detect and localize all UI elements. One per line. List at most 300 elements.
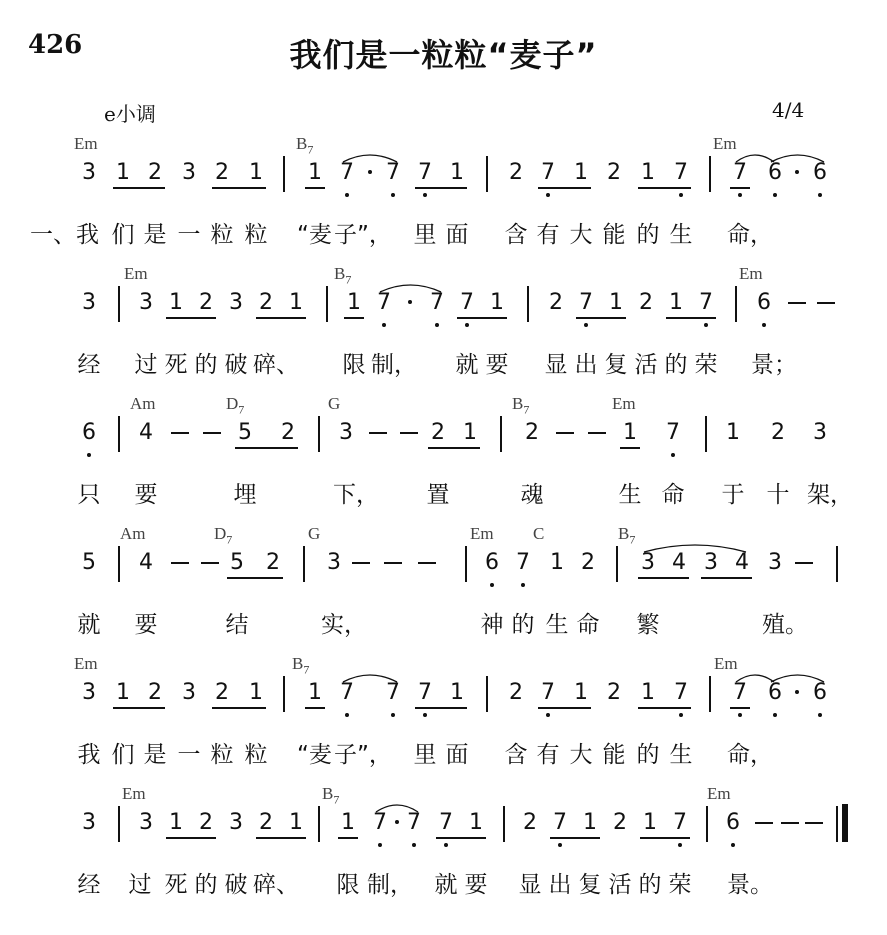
sustain-dash [384,562,402,564]
note: 2 [607,160,621,185]
lyric-syllable: 要 [134,612,158,638]
note: 2 [523,810,537,835]
chord-symbol: G [328,394,341,413]
bar-line [527,286,529,322]
lyric-syllable: 只 [77,482,101,508]
note: 2 [148,680,162,705]
bar-line [318,416,320,452]
slur-arc [769,670,826,684]
note: 1 [643,810,657,835]
augmentation-dot [395,820,399,824]
note: 7 [377,290,391,315]
note: 7 [579,290,593,315]
score-row [0,524,887,640]
chord-symbol: Am [130,394,156,413]
lyric-syllable: 限 [342,352,366,378]
bar-line [709,676,711,712]
beam-underline [638,707,691,709]
beam-underline [550,837,600,839]
beam-underline [666,317,716,319]
low-octave-dot [558,843,562,847]
note: 7 [460,290,474,315]
note: 7 [340,160,354,185]
chord-symbol: $B_7$ [296,134,314,157]
note: 7 [516,550,530,575]
note: 2 [613,810,627,835]
note: 7 [733,160,747,185]
chord-symbol: Em [714,654,738,673]
lyric-syllable: 景； [751,352,797,378]
low-octave-dot [423,193,427,197]
chord-symbol: Em [122,784,146,803]
note: 7 [541,160,555,185]
beam-underline [235,447,298,449]
lyric-syllable: 一 [177,222,201,248]
low-octave-dot [679,193,683,197]
bar-line [283,156,285,192]
sustain-dash [781,822,799,824]
note: 2 [215,160,229,185]
beam-underline [730,707,750,709]
beam-underline [457,317,507,319]
lyric-syllable: 破 [224,872,248,898]
lyric-syllable: 埋 [233,482,257,508]
chord-symbol: Em [612,394,636,413]
lyric-syllable: 碎、 [253,352,299,378]
bar-line [283,676,285,712]
chord-symbol: G [308,524,321,543]
final-bar-thin [836,806,838,842]
note: 6 [757,290,771,315]
lyric-syllable: 过 [134,352,158,378]
beam-underline [256,837,306,839]
beam-underline [344,317,364,319]
bar-line [118,286,120,322]
chord-symbol: $B_7$ [322,784,340,807]
bar-line [326,286,328,322]
note: 2 [525,420,539,445]
low-octave-dot [521,583,525,587]
lyric-syllable: 殖。 [762,612,808,638]
low-octave-dot [391,713,395,717]
sustain-dash [201,562,219,564]
note: 2 [199,810,213,835]
note: 7 [666,420,680,445]
lyric-syllable: 复 [578,872,602,898]
lyric-syllable: 一、我 [30,222,99,248]
lyric-syllable: 制， [371,352,417,378]
note: 3 [229,290,243,315]
low-octave-dot [731,843,735,847]
beam-underline [256,317,306,319]
note: 7 [430,290,444,315]
beam-underline [428,447,480,449]
note: 3 [327,550,341,575]
bar-line [465,546,467,582]
note: 1 [641,160,655,185]
lyric-syllable: 能 [602,742,626,768]
note: 7 [553,810,567,835]
slur-arc [341,150,399,164]
lyric-syllable: 制， [367,872,413,898]
lyric-syllable: 命 [661,482,685,508]
final-bar-thick [842,804,848,842]
lyric-syllable: 的 [636,222,660,248]
beam-underline [576,317,626,319]
note: 7 [674,160,688,185]
note: 3 [82,290,96,315]
note: 3 [139,810,153,835]
lyric-syllable: 们 [111,222,135,248]
chord-symbol: Em [74,654,98,673]
lyric-syllable: 能 [602,222,626,248]
low-octave-dot [773,713,777,717]
chord-symbol: Am [120,524,146,543]
lyric-syllable: 大 [569,222,593,248]
lyric-syllable: 命， [727,742,773,768]
chord-symbol: C [533,524,545,543]
lyric-syllable: 子”， [334,222,392,248]
sustain-dash [817,302,835,304]
note: 1 [116,680,130,705]
note: 2 [607,680,621,705]
note: 3 [82,810,96,835]
page-title: 我们是一粒粒“麦子” [289,36,598,74]
low-octave-dot [818,713,822,717]
chord-symbol: Em [739,264,763,283]
note: 2 [639,290,653,315]
note: 1 [169,290,183,315]
note: 6 [813,160,827,185]
lyric-syllable: 置 [426,482,450,508]
bar-line [118,416,120,452]
slur-arc [378,280,443,294]
note: 7 [407,810,421,835]
chord-symbol: $D_7$ [226,394,245,417]
lyric-syllable: 含 [504,742,528,768]
bar-line [303,546,305,582]
lyric-syllable: 我 [77,742,101,768]
lyric-syllable: 就 [434,872,458,898]
beam-underline [166,837,216,839]
note: 5 [230,550,244,575]
lyric-syllable: 景。 [727,872,773,898]
lyric-syllable: 子”， [334,742,392,768]
bar-line [486,156,488,192]
bar-line [709,156,711,192]
lyric-syllable: 死 [164,872,188,898]
sustain-dash [369,432,387,434]
note: 1 [669,290,683,315]
sustain-dash [400,432,418,434]
lyric-syllable: 的 [194,872,218,898]
lyric-syllable: 下， [333,482,379,508]
beam-underline [538,187,591,189]
low-octave-dot [546,713,550,717]
lyric-syllable: 里 [413,742,437,768]
augmentation-dot [408,300,412,304]
note: 6 [813,680,827,705]
note: 1 [169,810,183,835]
note: 7 [674,680,688,705]
note: 3 [641,550,655,575]
note: 1 [609,290,623,315]
augmentation-dot [368,170,372,174]
sustain-dash [171,432,189,434]
lyric-syllable: 复 [604,352,628,378]
note: 2 [549,290,563,315]
slur-arc [769,150,826,164]
score-row [0,654,887,770]
lyric-syllable: 粒 [244,742,268,768]
note: 6 [82,420,96,445]
lyric-syllable: 活 [608,872,632,898]
chord-symbol: Em [124,264,148,283]
lyric-syllable: 的 [638,872,662,898]
note: 2 [215,680,229,705]
lyric-syllable: 的 [636,742,660,768]
lyric-syllable: 生 [545,612,569,638]
note: 2 [259,810,273,835]
beam-underline [338,837,358,839]
low-octave-dot [412,843,416,847]
sustain-dash [171,562,189,564]
slur-arc [642,540,748,554]
bar-line [500,416,502,452]
lyric-syllable: 生 [669,742,693,768]
beam-underline [415,707,467,709]
note: 1 [116,160,130,185]
low-octave-dot [435,323,439,327]
sustain-dash [588,432,606,434]
sustain-dash [203,432,221,434]
augmentation-dot [795,690,799,694]
sustain-dash [805,822,823,824]
lyric-syllable: 实， [321,612,367,638]
augmentation-dot [795,170,799,174]
note: 7 [340,680,354,705]
note: 4 [672,550,686,575]
note: 2 [259,290,273,315]
bar-line [486,676,488,712]
lyric-syllable: 面 [445,222,469,248]
lyric-syllable: 的 [194,352,218,378]
low-octave-dot [678,843,682,847]
note: 7 [373,810,387,835]
lyric-syllable: 显 [544,352,568,378]
lyric-syllable: 要 [485,352,509,378]
low-octave-dot [738,713,742,717]
note: 4 [735,550,749,575]
note: 1 [308,160,322,185]
beam-underline [730,187,750,189]
lyric-syllable: 一 [177,742,201,768]
bar-line [318,806,320,842]
lyric-syllable: 有 [536,742,560,768]
bar-line [503,806,505,842]
note: 3 [229,810,243,835]
chord-symbol: $B_7$ [292,654,310,677]
note: 7 [418,160,432,185]
low-octave-dot [738,193,742,197]
low-octave-dot [546,193,550,197]
beam-underline [113,187,165,189]
note: 1 [341,810,355,835]
chord-symbol: Em [707,784,731,803]
lyric-syllable: 生 [618,482,642,508]
low-octave-dot [584,323,588,327]
lyric-syllable: 限 [336,872,360,898]
sustain-dash [788,302,806,304]
low-octave-dot [818,193,822,197]
beam-underline [640,837,690,839]
score-row [0,784,887,900]
note: 1 [641,680,655,705]
note: 1 [289,290,303,315]
note: 2 [509,160,523,185]
sustain-dash [795,562,813,564]
lyric-syllable: “麦 [297,742,332,768]
note: 7 [386,680,400,705]
beam-underline [538,707,591,709]
low-octave-dot [671,453,675,457]
bar-line [735,286,737,322]
beam-underline [305,707,325,709]
beam-underline [436,837,486,839]
note: 7 [386,160,400,185]
low-octave-dot [444,843,448,847]
chord-symbol: $D_7$ [214,524,233,547]
low-octave-dot [762,323,766,327]
beam-underline [113,707,165,709]
beam-underline [415,187,467,189]
note: 1 [469,810,483,835]
lyric-syllable: 要 [464,872,488,898]
beam-underline [638,577,689,579]
note: 1 [308,680,322,705]
note: 1 [574,160,588,185]
lyric-syllable: 们 [111,742,135,768]
lyric-syllable: 命， [727,222,773,248]
low-octave-dot [465,323,469,327]
lyric-syllable: 里 [413,222,437,248]
lyric-syllable: 粒 [210,222,234,248]
time-signature: 4/4 [772,98,805,122]
score-row [0,264,887,380]
lyric-syllable: 魂 [520,482,544,508]
lyric-syllable: 死 [164,352,188,378]
bar-line [616,546,618,582]
lyric-syllable: 架， [807,482,853,508]
note: 1 [490,290,504,315]
hymn-number: 426 [28,30,83,60]
beam-underline [638,187,691,189]
low-octave-dot [382,323,386,327]
lyric-syllable: 破 [224,352,248,378]
lyric-syllable: 的 [664,352,688,378]
lyric-syllable: 经 [77,352,101,378]
bar-line [118,806,120,842]
lyric-syllable: 是 [143,742,167,768]
note: 4 [139,420,153,445]
sustain-dash [352,562,370,564]
note: 7 [673,810,687,835]
chord-symbol: Em [74,134,98,153]
chord-symbol: Em [470,524,494,543]
note: 7 [439,810,453,835]
note: 7 [418,680,432,705]
lyric-syllable: 出 [574,352,598,378]
note: 1 [347,290,361,315]
note: 1 [726,420,740,445]
bar-line [836,546,838,582]
low-octave-dot [773,193,777,197]
chord-symbol: $B_7$ [618,524,636,547]
low-octave-dot [490,583,494,587]
lyric-syllable: 繁 [636,612,660,638]
low-octave-dot [704,323,708,327]
lyric-syllable: 生 [669,222,693,248]
note: 3 [82,160,96,185]
low-octave-dot [378,843,382,847]
lyric-syllable: 碎、 [253,872,299,898]
note: 6 [768,160,782,185]
lyric-syllable: 要 [134,482,158,508]
low-octave-dot [87,453,91,457]
note: 1 [574,680,588,705]
note: 1 [463,420,477,445]
bar-line [705,416,707,452]
note: 5 [82,550,96,575]
lyric-syllable: 显 [518,872,542,898]
note: 2 [281,420,295,445]
note: 7 [541,680,555,705]
note: 1 [583,810,597,835]
lyric-syllable: 是 [143,222,167,248]
note: 3 [768,550,782,575]
score-row [0,394,887,510]
lyric-syllable: 含 [504,222,528,248]
note: 3 [339,420,353,445]
note: 1 [450,680,464,705]
note: 3 [139,290,153,315]
note: 1 [249,680,263,705]
lyric-syllable: 十 [766,482,790,508]
key-signature: e小调 [104,102,156,126]
note: 2 [431,420,445,445]
note: 2 [771,420,785,445]
note: 3 [82,680,96,705]
chord-symbol: Em [713,134,737,153]
low-octave-dot [345,713,349,717]
sustain-dash [755,822,773,824]
lyric-syllable: 神 [480,612,504,638]
lyric-syllable: 大 [569,742,593,768]
note: 7 [733,680,747,705]
note: 6 [485,550,499,575]
note: 1 [623,420,637,445]
score-row [0,134,887,250]
note: 4 [139,550,153,575]
note: 3 [813,420,827,445]
slur-arc [341,670,399,684]
lyric-syllable: 就 [455,352,479,378]
lyric-syllable: 面 [445,742,469,768]
beam-underline [701,577,752,579]
sustain-dash [418,562,436,564]
lyric-syllable: 就 [77,612,101,638]
bar-line [118,546,120,582]
